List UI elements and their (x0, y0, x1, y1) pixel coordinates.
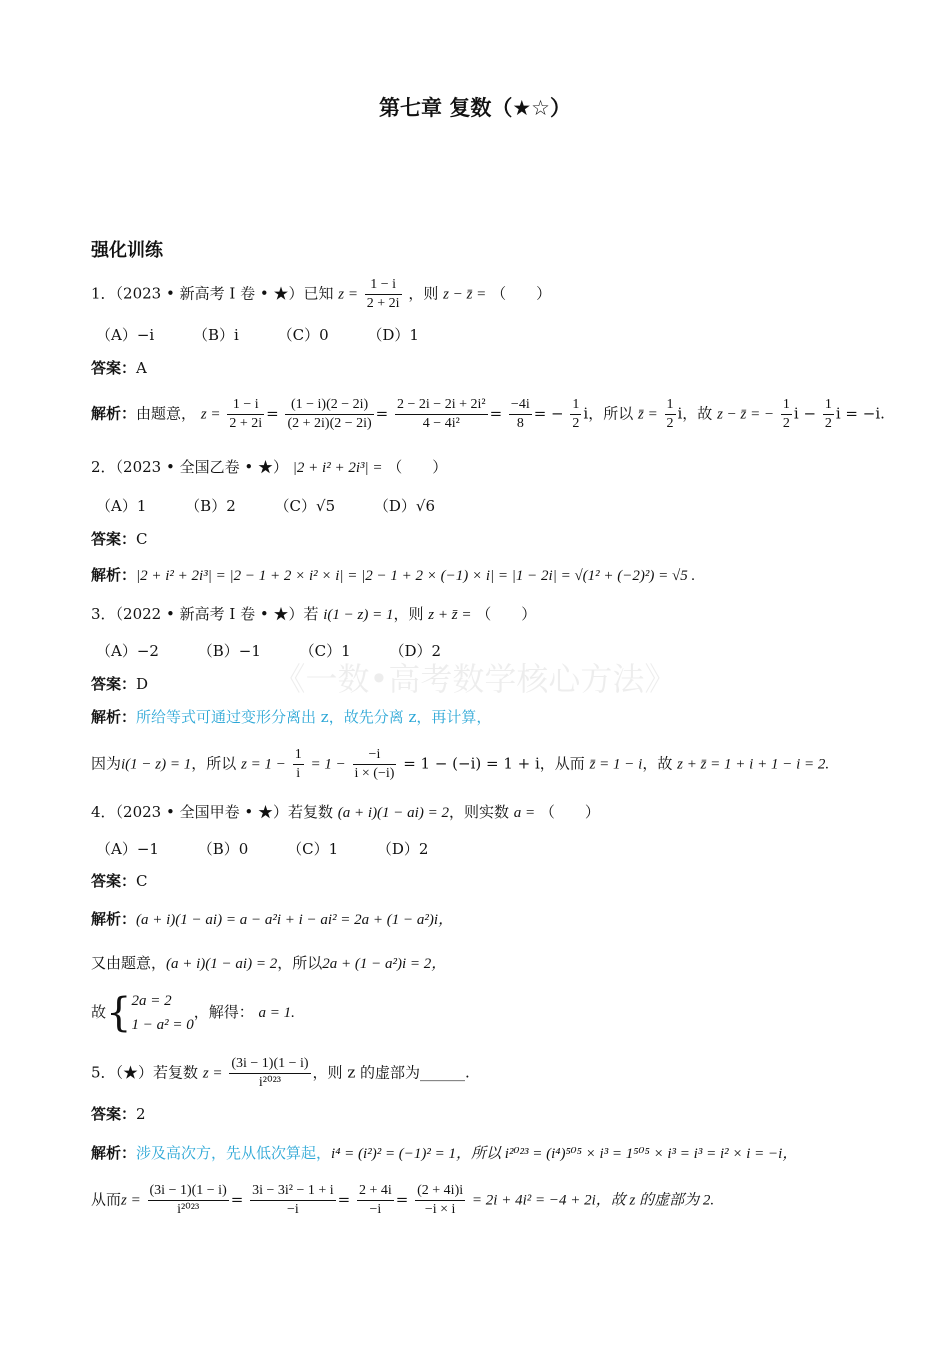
question-4: 4．（2023 • 全国甲卷 • ★）若复数 (a + i)(1 − ai) = 2，则实数 a = （ ） (91, 803, 600, 821)
q3-option-d: （D）2 (389, 642, 442, 660)
q2-option-d: （D）√6 (373, 497, 436, 515)
question-5: 5．（★）若复数 z = $\frac{(3i - 1)(1 - i)}{\text{i²⁰²³}}$ ，则 z 的虚部为______. (91, 1056, 470, 1090)
q3-option-a: （A）−2 (96, 642, 159, 660)
q5-answer: 答案：2 (91, 1105, 146, 1123)
q1-options (96, 324, 453, 346)
q2-option-a: （A）1 (96, 497, 147, 515)
q4-analysis-3: 故{ 2a = 2 1 − a² = 0 ，解得： a = 1. (91, 990, 295, 1036)
q3-option-c: （C）1 (299, 642, 351, 660)
q2-analysis: 解析：|2 + i² + 2i³| = |2 − 1 + 2 × i² × i| = |2 − 1 + 2 × (−1) × i| = |1 − 2i| = √(1² + (−2)²) = √5 . (91, 566, 696, 584)
question-3: 3．（2022 • 新高考 I 卷 • ★）若 i(1 − z) = 1，则 z + z̄ = （ ） (91, 605, 537, 623)
q1-stem: 1．（2023 • 新高考 I 卷 • ★）已知 (91, 284, 334, 303)
q3-analysis: 因为i(1 − z) = 1，所以 z = 1 − $\frac{1}{i}$ = 1 − $\frac{-i}{i \times (-i)}$ = 1 − (−i) = 1 + i，从而 z̄ = 1 − i，故 z + z̄ = 1 + i + 1 − i = 2. (91, 747, 830, 781)
watermark: 《一数•高考数学核心方法》 (273, 660, 677, 698)
q1-analysis: 解析：由题意， z = $\frac{1 - i}{2 + 2i}$ = $\frac{(1 - i)(2 - 2i)}{(2 + 2i)(2 - 2i)}$ = $\frac{\text{2 − 2i − 2i + 2i²}}{\text{4 − 4i²}}$ = $\frac{-4i}{8}$ = − $\frac{1}{2}$ i，所以 z̄ = $\frac{1}{2}$ i，故 z − z̄ = − $\frac{1}{2}$ i − $\frac{1}{2}$ i = −i. (91, 397, 885, 431)
q2-expression: |2 + i² + 2i³| = (292, 460, 383, 476)
section-heading: 强化训练 (91, 240, 163, 261)
q4-analysis-1: 解析：(a + i)(1 − ai) = a − a²i + i − ai² = 2a + (1 − a²)i， (91, 910, 454, 928)
q1-option-b: （B）i (192, 326, 239, 344)
q4-analysis-2: 又由题意，(a + i)(1 − ai) = 2，所以2a + (1 − a²)i = 2， (91, 954, 447, 972)
q3-option-b: （B）−1 (197, 642, 261, 660)
q3-options (96, 640, 475, 662)
q3-hint: 解析：所给等式可通过变形分离出 z，故先分离 z，再计算， (91, 708, 492, 726)
q3-answer: 答案：D (91, 675, 149, 693)
q2-options (96, 495, 469, 517)
q4-answer: 答案：C (91, 872, 148, 890)
q1-answer: 答案：A (91, 359, 147, 377)
q4-options (96, 838, 462, 860)
q2-answer: 答案：C (91, 530, 148, 548)
chapter-title: 第七章 复数（★☆） (379, 96, 571, 120)
q2-option-b: （B）2 (185, 497, 236, 515)
question-2: 2．（2023 • 全国乙卷 • ★） |2 + i² + 2i³| = （ ） (91, 458, 448, 476)
q1-z-eq: z = (338, 286, 358, 303)
q1-fraction: $\frac{1 - i}{2 + 2i}$ (366, 277, 400, 311)
q1-expression: z − z̄ = (443, 286, 487, 303)
q1-option-a: （A）−i (96, 326, 155, 344)
q4-option-d: （D）2 (376, 840, 429, 858)
q2-option-c: （C）√5 (274, 497, 336, 515)
q4-option-b: （B）0 (197, 840, 249, 858)
q4-option-c: （C）1 (287, 840, 339, 858)
question-1: 1．（2023 • 新高考 I 卷 • ★）已知 z = $\frac{1 - i}{2 + 2i}$ ，则 z − z̄ = （ ） (91, 277, 552, 311)
q1-option-c: （C）0 (277, 326, 329, 344)
q5-analysis-1: 解析：涉及高次方，先从低次算起，i⁴ = (i²)² = (−1)² = 1，所以 i²⁰²³ = (i⁴)⁵⁰⁵ × i³ = 1⁵⁰⁵ × i³ = i³ = i² × i = −i， (91, 1144, 798, 1162)
q1-option-d: （D）1 (367, 326, 419, 344)
q4-option-a: （A）−1 (96, 840, 159, 858)
q5-analysis-2: 从而z = $\frac{(3i - 1)(1 - i)}{\text{i²⁰²³}}$ = $\frac{\text{3i − 3i² − 1 + i}}{-i}$ = $\frac{2 + 4i}{-i}$ = $\frac{(2 + 4i)i}{-i \times i}$ = 2i + 4i² = −4 + 2i，故 z 的虚部为 2. (91, 1183, 715, 1217)
